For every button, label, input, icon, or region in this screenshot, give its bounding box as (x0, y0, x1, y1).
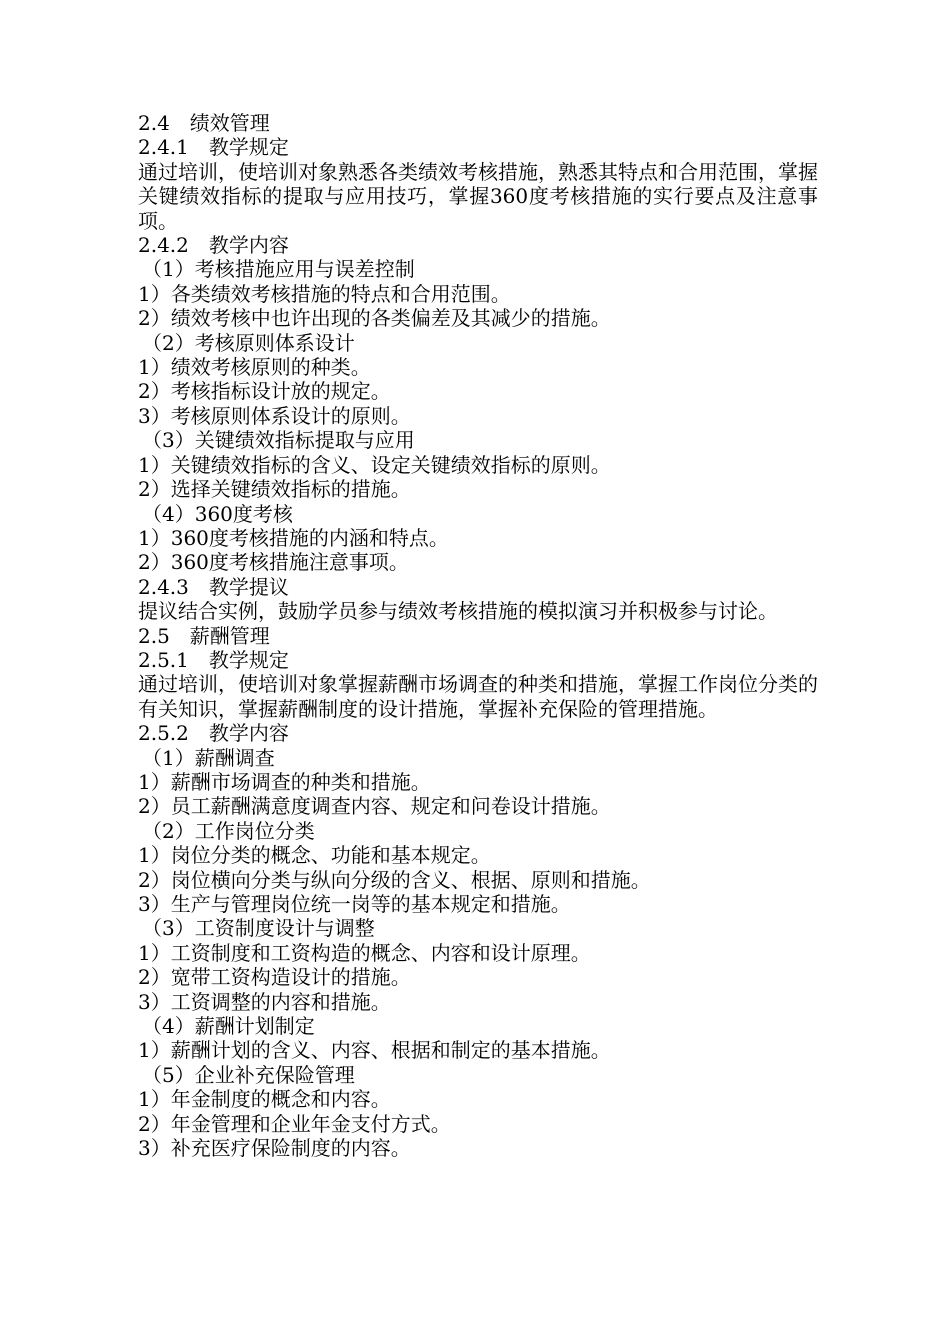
topic-heading: （3）关键绩效指标提取与应用 (142, 428, 415, 453)
paragraph: 通过培训，使培训对象掌握薪酬市场调查的种类和措施，掌握工作岗位分类的有关知识，掌握薪酬制度的设计措施，掌握补充保险的管理措施。 (138, 672, 818, 721)
topic-heading: （1）薪酬调查 (142, 745, 275, 770)
list-item: 1）薪酬计划的含义、内容、根据和制定的基本措施。 (138, 1038, 611, 1063)
topic-heading: （2）考核原则体系设计 (142, 330, 355, 355)
list-item: 1）薪酬市场调查的种类和措施。 (138, 769, 431, 794)
list-item: 1）各类绩效考核措施的特点和合用范围。 (138, 281, 511, 306)
topic-heading: （1）考核措施应用与误差控制 (142, 257, 415, 282)
list-item: 2）考核指标设计放的规定。 (138, 379, 391, 404)
list-item: 1）工资制度和工资构造的概念、内容和设计原理。 (138, 940, 591, 965)
paragraph: 通过培训，使培训对象熟悉各类绩效考核措施，熟悉其特点和合用范围，掌握关键绩效指标的提取与应用技巧，掌握360度考核措施的实行要点及注意事项。 (138, 159, 818, 233)
list-item: 2）岗位横向分类与纵向分级的含义、根据、原则和措施。 (138, 867, 651, 892)
list-item: 2）宽带工资构造设计的措施。 (138, 965, 411, 990)
list-item: 2）选择关键绩效指标的措施。 (138, 477, 411, 502)
subsection-heading: 2.4.3 教学提议 (138, 574, 289, 599)
list-item: 2）绩效考核中也许出现的各类偏差及其减少的措施。 (138, 306, 611, 331)
topic-heading: （4）薪酬计划制定 (142, 1014, 315, 1039)
section-heading: 2.5 薪酬管理 (138, 623, 270, 648)
topic-heading: （3）工资制度设计与调整 (142, 916, 375, 941)
list-item: 1）年金制度的概念和内容。 (138, 1087, 391, 1112)
list-item: 1）关键绩效指标的含义、设定关键绩效指标的原则。 (138, 452, 611, 477)
list-item: 3）生产与管理岗位统一岗等的基本规定和措施。 (138, 892, 571, 916)
subsection-heading: 2.4.2 教学内容 (138, 233, 289, 258)
list-item: 1）岗位分类的概念、功能和基本规定。 (138, 843, 491, 868)
subsection-heading: 2.5.2 教学内容 (138, 721, 289, 746)
list-item: 3）工资调整的内容和措施。 (138, 989, 391, 1014)
paragraph: 提议结合实例，鼓励学员参与绩效考核措施的模拟演习并积极参与讨论。 (138, 599, 778, 624)
document-body (138, 111, 818, 1160)
list-item: 3）考核原则体系设计的原则。 (138, 403, 411, 428)
topic-heading: （2）工作岗位分类 (142, 818, 315, 843)
list-item: 1）绩效考核原则的种类。 (138, 355, 371, 380)
list-item: 2）360度考核措施注意事项。 (138, 550, 409, 575)
list-item: 2）年金管理和企业年金支付方式。 (138, 1111, 451, 1136)
list-item: 1）360度考核措施的内涵和特点。 (138, 525, 449, 550)
list-item: 3）补充医疗保险制度的内容。 (138, 1136, 411, 1161)
subsection-heading: 2.5.1 教学规定 (138, 647, 289, 672)
topic-heading: （5）企业补充保险管理 (142, 1062, 355, 1087)
subsection-heading: 2.4.1 教学规定 (138, 135, 289, 160)
list-item: 2）员工薪酬满意度调查内容、规定和问卷设计措施。 (138, 794, 611, 819)
section-heading: 2.4 绩效管理 (138, 111, 270, 135)
topic-heading: （4）360度考核 (142, 501, 293, 526)
